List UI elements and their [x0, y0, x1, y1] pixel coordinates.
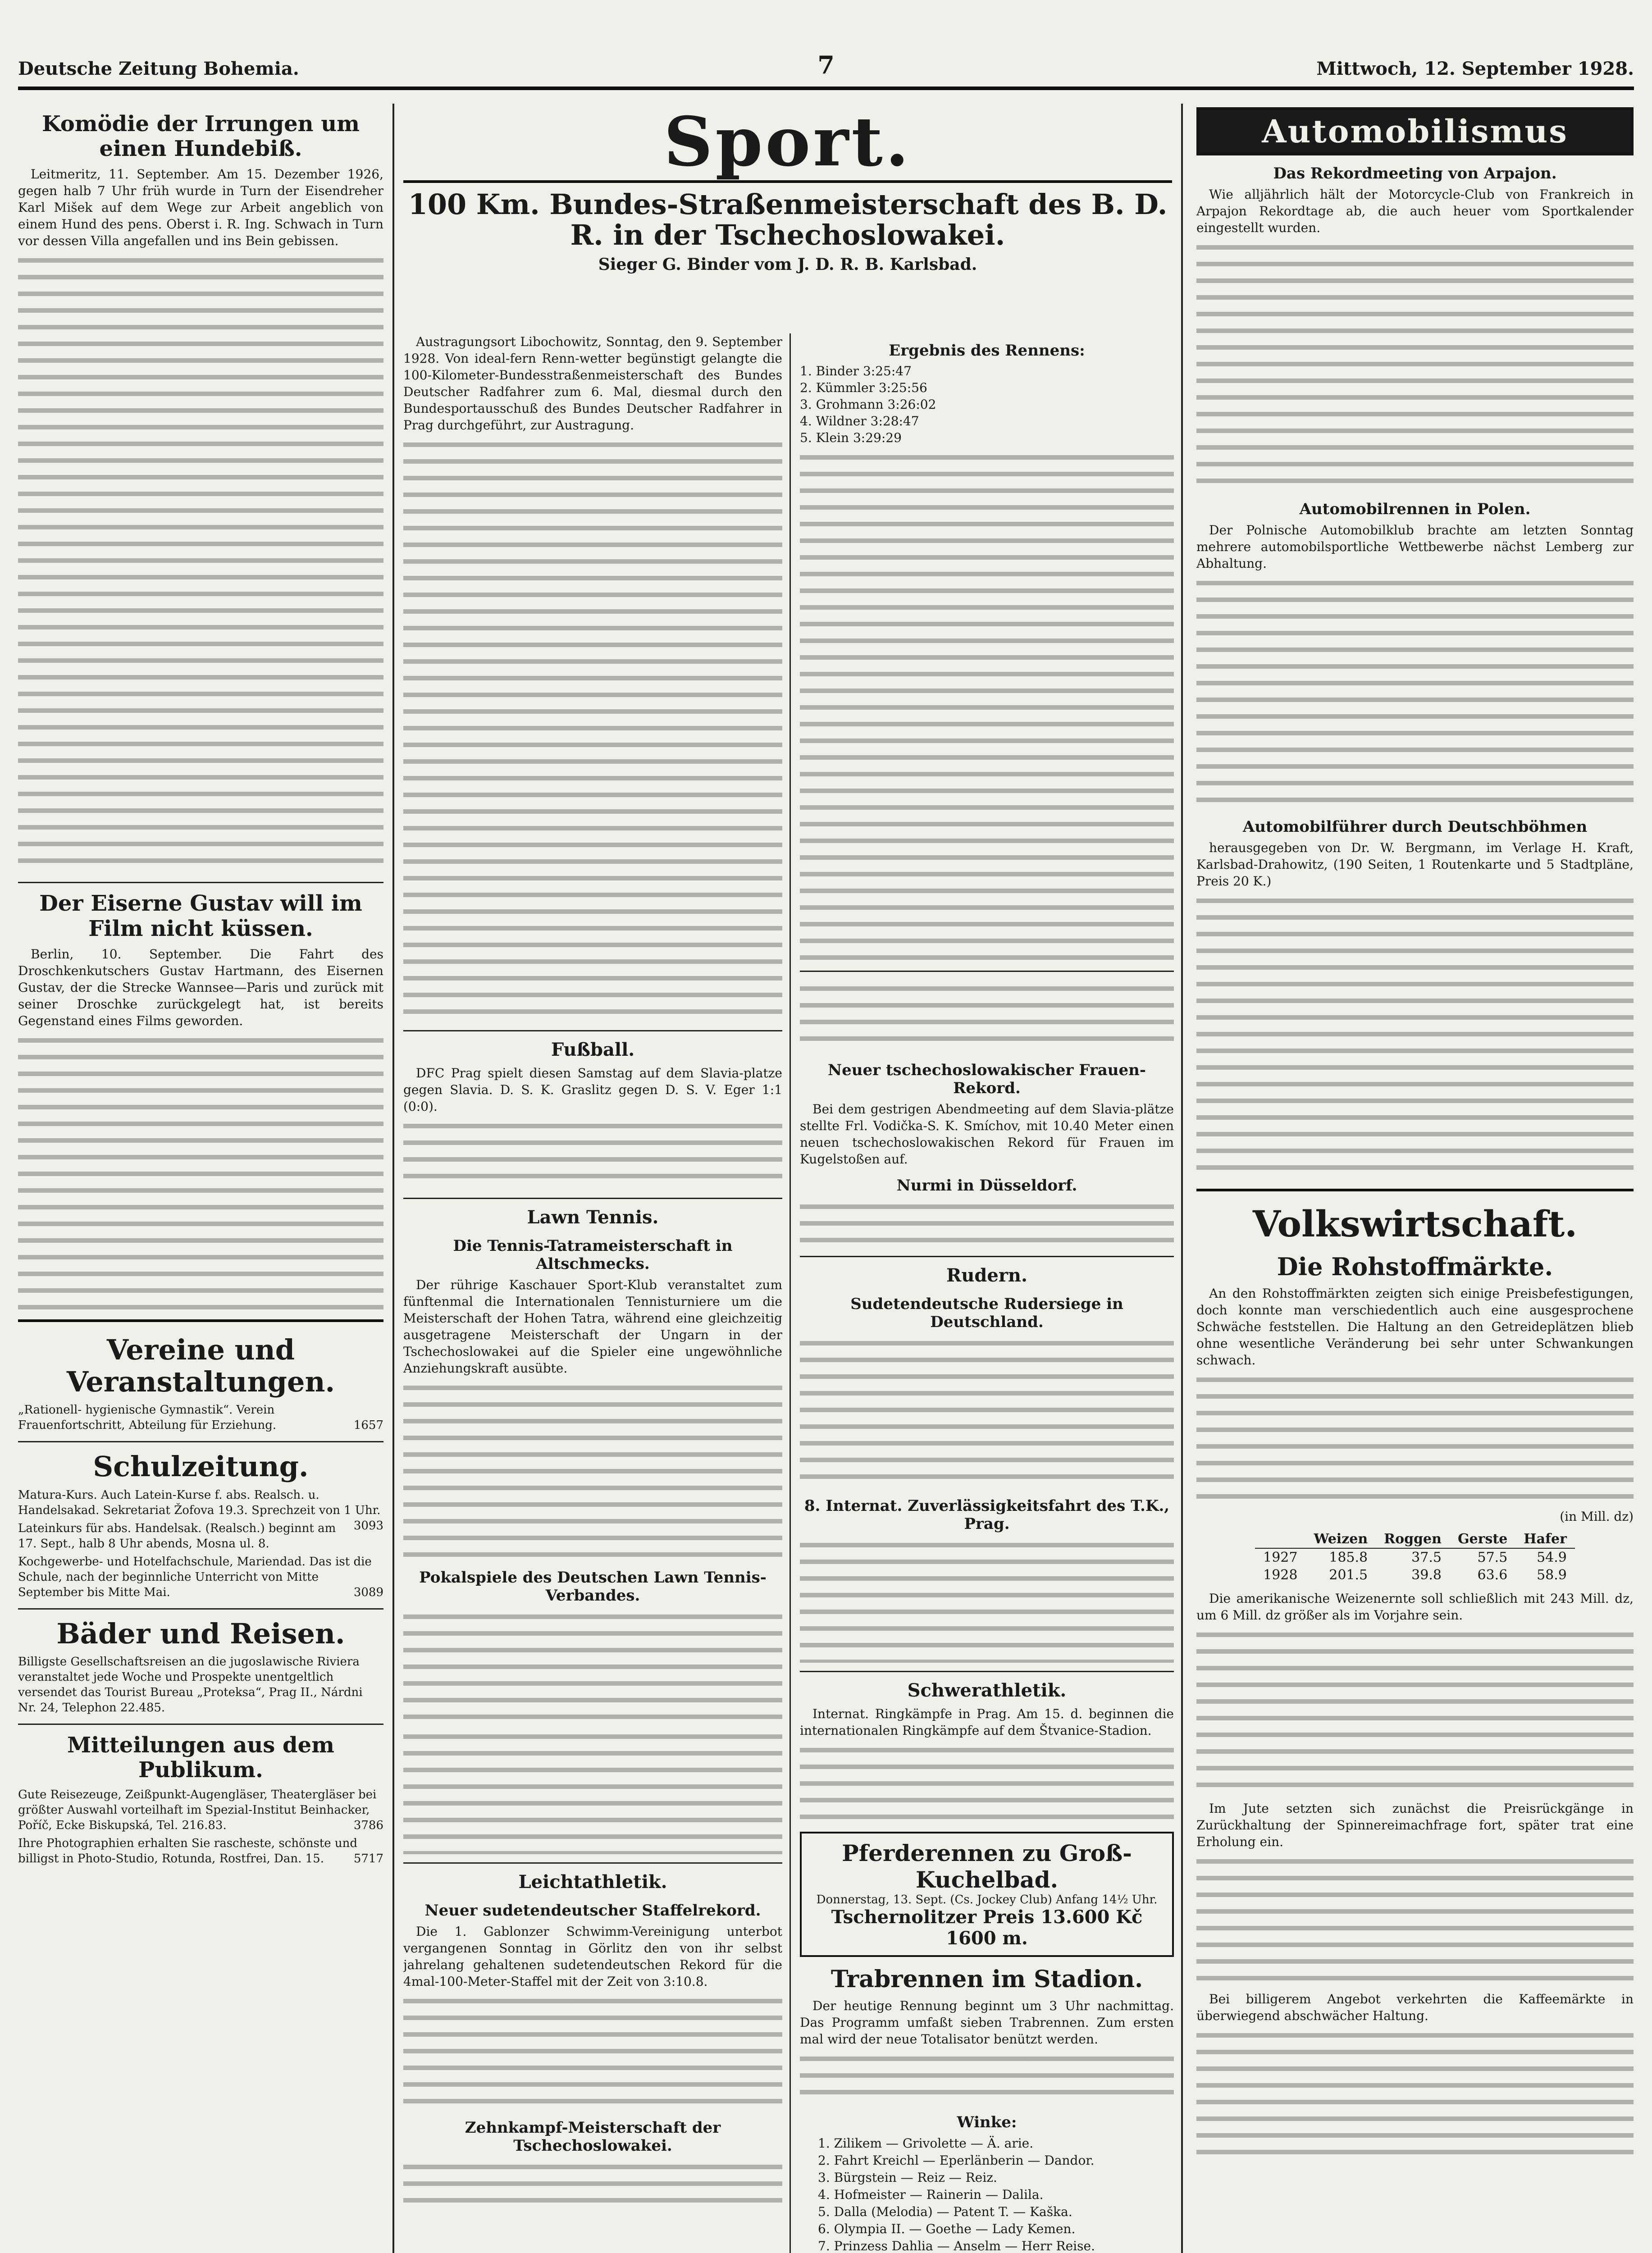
divider [18, 1724, 383, 1725]
sport-body-text [403, 436, 782, 1022]
table-row [1255, 1566, 1575, 1584]
wolle-body [1196, 1626, 1634, 1797]
notice-code: 1657 [353, 1418, 383, 1432]
column-right [1192, 104, 1634, 2253]
sport-body [403, 333, 1172, 2253]
schule-notice-1 [18, 1487, 383, 1532]
weizenernte-text: Die amerikanische Weizenernte soll schließlich mit 243 Mill. dz, um 6 Mill. dz größer als im Vorjahre sein. [1196, 1591, 1634, 1623]
ad-title: Pferderennen zu Groß-Kuchelbad. [842, 1840, 1132, 1893]
polen-text: Der Polnische Automobilklub brachte am letzten Sonntag mehrere automobilsportliche Wettbewerbe nächst Lemberg zur Abhaltung. [1196, 523, 1634, 571]
table-header-row [1255, 1530, 1575, 1548]
pokal-body [403, 1608, 782, 1725]
rudern-subtitle: Sudetendeutsche Rudersiege in Deutschland. [850, 1295, 1123, 1331]
section-title-publikum: Mitteilungen aus dem Publikum. [67, 1732, 334, 1783]
rohstoff-body [1196, 1371, 1634, 1506]
polen-title: Automobilrennen in Polen. [1299, 500, 1531, 518]
internat-tennis-body [403, 1728, 782, 1854]
leichtathletik-text: Die 1. Gablonzer Schwimm-Vereinigung unterbot vergangenen Sonntag in Görlitz den von ihr selbst jahrelang gehaltenen sudetendeutschen Rekord für die 4mal-100-Meter-Staffel mit der Zeit von 3:10.8. [403, 1924, 782, 1989]
tip-item: 7. Prinzess Dahlia — Anselm — Herr Reise. [818, 2238, 1095, 2253]
rudern-title: Rudern. [946, 1265, 1027, 1286]
rohstoff-text: An den Rohstoffmärkten zeigten sich einige Preisbefestigungen, doch konnte man verschiedentlich auch eine ausgesprochene Schwäche feststellen. Die Haltung an den Getreideplätzen blieb ohne wesentliche Veränderung bei sehr unter Schwankungen schwach. [1196, 1286, 1634, 1368]
tennis-body [403, 1379, 782, 1560]
vereine-notice [18, 1402, 383, 1433]
arpajon-title: Das Rekordmeeting von Arpajon. [1273, 164, 1557, 182]
tip-item: 2. Fahrt Kreichl — Eperlänberin — Dandor. [818, 2153, 1095, 2168]
horse-race-ad [800, 1832, 1174, 1957]
table-header [1255, 1530, 1305, 1548]
tennis-subtitle: Die Tennis-Tatrameisterschaft in Altschmecks. [453, 1237, 733, 1273]
polen-body [1196, 575, 1634, 809]
table-cell: 58.9 [1537, 1567, 1567, 1583]
divider [18, 1319, 383, 1322]
publikum-notice-1 [18, 1787, 383, 1833]
table-cell: 201.5 [1329, 1567, 1368, 1583]
sport-title: Sport. [664, 104, 912, 182]
tips-title: Winke: [957, 2113, 1017, 2131]
arpajon-body [1196, 239, 1634, 491]
schule-notice-3 [18, 1554, 383, 1600]
article-title-hundebiss: Komödie der Irrungen um einen Hundebiß. [42, 111, 360, 162]
result-row: 1. Binder 3:25:47 [800, 364, 912, 379]
column-left [18, 104, 394, 2253]
results-body [800, 449, 1174, 962]
table-cell: 185.8 [1329, 1550, 1368, 1566]
divider [403, 1030, 782, 1031]
divider [800, 1671, 1174, 1672]
sport-continued [800, 980, 1174, 1052]
arpajon-text: Wie alljährlich hält der Motorcycle-Club von Frankreich in Arpajon Rekordtage ab, die auch heuer vom Sportkalender eingestellt wurden. [1196, 187, 1634, 235]
divider [800, 971, 1174, 972]
fuehrer-text: herausgegeben von Dr. W. Bergmann, im Verlage H. Kraft, Karlsbad-Drahowitz, (190 Seiten, 1 Routenkarte und 5 Stadtpläne, Preis 20 K.) [1196, 840, 1634, 889]
nurmi-body [800, 1198, 1174, 1248]
page-number: 7 [817, 50, 835, 79]
section-title-schule: Schulzeitung. [93, 1450, 309, 1483]
internat-body [800, 1537, 1174, 1663]
result-row: 3. Grohmann 3:26:02 [800, 397, 936, 412]
publikum-text-2: Ihre Photographien erhalten Sie rascheste, schönste und billigst in Photo-Studio, Rotunda, Rostfrei, Dan. 15. [18, 1837, 358, 1866]
leichtathletik-title: Leichtathletik. [518, 1871, 667, 1893]
kaffee-text: Bei billigerem Angebot verkehrten die Kaffeemärkte in überwiegend abschwächer Haltung. [1196, 1992, 1634, 2024]
table-cell: 63.6 [1477, 1567, 1508, 1583]
schwerathletik-title: Schwerathletik. [907, 1680, 1067, 1701]
divider [800, 1256, 1174, 1257]
schule-text-3: Kochgewerbe- und Hotelfachschule, Mariendad. Das ist die Schule, nach der beginnliche Unterricht von Mitte September bis Mitte Mai. [18, 1555, 372, 1599]
divider [18, 1441, 383, 1442]
notice-code: 3093 [353, 1519, 383, 1532]
fuehrer-title: Automobilführer durch Deutschböhmen [1242, 818, 1588, 836]
rohstoffmaerkte-title: Die Rohstoffmärkte. [1277, 1252, 1553, 1281]
notice-code: 3089 [353, 1585, 383, 1599]
baeder-notice: Billigste Gesellschaftsreisen an die jugoslawische Riviera veranstaltet jede Woche und Prospekte unentgeltlich versendet das Tourist Bureau „Proteksa“, Prag II., Nárdni Nr. 24, Telephon 22.485. [18, 1655, 363, 1715]
pokal-title: Pokalspiele des Deutschen Lawn Tennis-Verbandes. [419, 1569, 767, 1605]
kaffee-body [1196, 2027, 1634, 2162]
article-lead-hundebiss: Leitmeritz, 11. September. Am 15. Dezember 1926, gegen halb 7 Uhr früh wurde in Turn der Eisendreher Karl Mišek auf dem Wege zur Arbeit angeblich von einem Hund des pens. Oberst i. R. Ing. Schwach in Turn vor dessen Villa angefallen und ins Bein gebissen. [18, 167, 383, 249]
divider [1196, 1189, 1634, 1191]
trabrennen-text: Der heutige Rennung beginnt um 3 Uhr nachmittag. Das Programm umfaßt sieben Trabrennen. Zum ersten mal wird der neue Totalisator benützt werden. [800, 1998, 1174, 2047]
divider [403, 1862, 782, 1864]
results-title: Ergebnis des Rennens: [889, 342, 1085, 360]
leichtathletik-body [403, 1993, 782, 2110]
grain-table [1255, 1530, 1575, 1584]
issue-date: Mittwoch, 12. September 1928. [1316, 58, 1634, 79]
ad-date: Donnerstag, 13. Sept. (Cs. Jockey Club) Anfang 14½ Uhr. [816, 1893, 1158, 1906]
table-header: Weizen [1305, 1530, 1376, 1548]
ad-prize: Tschernolitzer Preis 13.600 Kč 1600 m. [831, 1906, 1143, 1949]
schwerathletik-body [800, 1742, 1174, 1823]
page-header [18, 18, 1634, 90]
internat-title: 8. Internat. Zuverlässigkeitsfahrt des T.K., Prag. [804, 1497, 1170, 1533]
zehnkampf-body [403, 2158, 782, 2212]
trabrennen-body [800, 2050, 1174, 2104]
divider [18, 1608, 383, 1610]
tip-item: 1. Zilikem — Grivolette — Ä. arie. [818, 2135, 1034, 2151]
divider [18, 882, 383, 883]
tip-item: 4. Hofmeister — Rainerin — Dalila. [818, 2187, 1044, 2202]
section-title-vereine: Vereine und Veranstaltungen. [66, 1333, 335, 1399]
divider [403, 1198, 782, 1199]
result-row: 2. Kümmler 3:25:56 [800, 380, 927, 395]
sport-header [403, 104, 1172, 329]
article-body-gustav [18, 1032, 383, 1311]
table-header: Hafer [1515, 1530, 1575, 1548]
notice-code: 3786 [353, 1819, 383, 1833]
nurmi-title: Nurmi in Düsseldorf. [896, 1177, 1077, 1195]
race-results [800, 342, 1174, 446]
volkswirtschaft-title: Volkswirtschaft. [1252, 1203, 1578, 1245]
table-cell: 37.5 [1411, 1550, 1442, 1566]
schule-text-1: Matura-Kurs. Auch Latein-Kurse f. abs. Realsch. u. Handelsakad. Sekretariat Žofova 19.3. Sprechzeit von 1 Uhr. [18, 1488, 381, 1517]
zehnkampf-title: Zehnkampf-Meisterschaft der Tschechoslowakei. [465, 2119, 721, 2155]
trabrennen-title: Trabrennen im Stadion. [831, 1966, 1143, 1993]
vereine-text: „Rationell- hygienische Gymnastik“. Verein Frauenfortschritt, Abteilung für Erziehung. [18, 1403, 277, 1432]
jute-text: Im Jute setzten sich zunächst die Preisrückgänge in Zurückhaltung der Spinnereimachfrage fort, später trat eine Erholung ein. [1196, 1801, 1634, 1850]
table-cell: 1928 [1263, 1567, 1298, 1583]
article-title-gustav: Der Eiserne Gustav will im Film nicht küssen. [39, 891, 362, 941]
article-lead-gustav: Berlin, 10. September. Die Fahrt des Droschkenkutschers Gustav Hartmann, des Eisernen Gustav, der die Strecke Wannsee—Paris und zurück mit seiner Droschke zurückgelegt hat, ist bereits Gegenstand eines Films geworden. [18, 946, 383, 1028]
leichtathletik-subtitle: Neuer sudetendeutscher Staffelrekord. [424, 1902, 761, 1920]
newspaper-name: Deutsche Zeitung Bohemia. [18, 58, 299, 79]
tips-list [800, 2135, 1174, 2253]
fussball-title: Fußball. [551, 1039, 635, 1060]
fussball-body [403, 1117, 782, 1190]
jute-body [1196, 1853, 1634, 1988]
publikum-notice-2 [18, 1836, 383, 1866]
table-unit: (in Mill. dz) [1560, 1509, 1634, 1524]
tennis-title: Lawn Tennis. [527, 1207, 659, 1228]
sport-column-right [800, 333, 1174, 2253]
tip-item: 5. Dalla (Melodia) — Patent T. — Kaška. [818, 2204, 1072, 2219]
article-body-hundebiss [18, 252, 383, 874]
sport-subhead: Sieger G. Binder vom J. D. R. B. Karlsbad. [598, 255, 977, 274]
publikum-text-1: Gute Reisezeuge, Zeißpunkt-Augengläser, Theatergläser bei größter Auswahl vorteilhaft im Spezial-Institut Beinhacker, Poříč, Ecke Biskupská, Tel. 216.83. [18, 1788, 377, 1833]
frauen-text: Bei dem gestrigen Abendmeeting auf dem Slavia-plätze stellte Frl. Vodička-S. K. Smíchov, mit 10.40 Meter einen neuen tschechoslowakischen Rekord für Frauen im Kugelstoßen auf. [800, 1102, 1174, 1167]
rudern-body [800, 1335, 1174, 1488]
sport-section [403, 104, 1183, 2253]
sport-headline: 100 Km. Bundes-Straßenmeisterschaft des B. D. R. in der Tschechoslowakei. [408, 188, 1168, 252]
sport-lead: Austragungsort Libochowitz, Sonntag, den 9. September 1928. Von ideal-fern Renn-wetter begünstigt gelangte die 100-Kilometer-Bundesstraßenmeisterschaft des Bundes Deutscher Radfahrer zum 6. Mal, diesmal durch den Bundesportausschuß des Bundes Deutscher Radfahrer in Prag durchgeführt, zur Austragung. [403, 334, 782, 433]
fussball-text: DFC Prag spielt diesen Samstag auf dem Slavia-platze gegen Slavia. D. S. K. Graslitz gegen D. S. V. Eger 1:1 (0:0). [403, 1066, 782, 1114]
table-cell: 57.5 [1477, 1550, 1508, 1566]
table-cell: 39.8 [1411, 1567, 1442, 1583]
table-cell: 1927 [1263, 1550, 1298, 1566]
section-title-baeder: Bäder und Reisen. [56, 1617, 345, 1650]
automobilismus-banner: Automobilismus [1196, 107, 1634, 155]
fuehrer-body [1196, 892, 1634, 1181]
result-row: 5. Klein 3:29:29 [800, 430, 902, 445]
notice-code: 5717 [353, 1852, 383, 1866]
table-cell: 54.9 [1537, 1550, 1567, 1566]
tip-item: 3. Bürgstein — Reiz — Reiz. [818, 2170, 997, 2185]
result-row: 4. Wildner 3:28:47 [800, 414, 919, 429]
table-row [1255, 1548, 1575, 1566]
schule-notice-2: Lateinkurs für abs. Handelsak. (Realsch.) beginnt am 17. Sept., halb 8 Uhr abends, Mosna ul. 8. [18, 1521, 336, 1551]
frauen-title: Neuer tschechoslowakischer Frauen-Rekord. [828, 1061, 1146, 1097]
tennis-text: Der rührige Kaschauer Sport-Klub veranstaltet zum fünftenmal die Internationalen Tennisturniere um die Meisterschaft der Hohen Tatra, während eine gleichzeitig ausgetragene Meisterschaft der Ungarn in der Tschechoslowakei auf die Spieler eine ungewöhnliche Anziehungskraft ausübte. [403, 1277, 782, 1376]
sport-column-left [403, 333, 791, 2253]
table-header: Gerste [1450, 1530, 1515, 1548]
tip-item: 6. Olympia II. — Goethe — Lady Kemen. [818, 2221, 1076, 2236]
schwerathletik-text: Internat. Ringkämpfe in Prag. Am 15. d. beginnen die internationalen Ringkämpfe auf dem Štvanice-Stadion. [800, 1706, 1174, 1738]
table-header: Roggen [1376, 1530, 1450, 1548]
